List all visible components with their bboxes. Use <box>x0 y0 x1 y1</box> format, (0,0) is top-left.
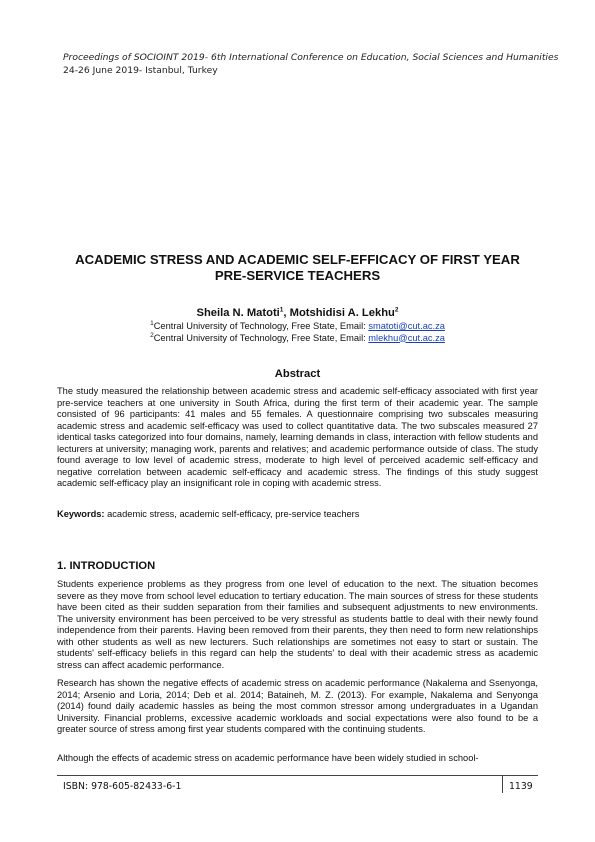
email-link-2[interactable]: mlekhu@cut.ac.za <box>368 332 445 343</box>
proceedings-title: Proceedings of SOCIOINT 2019- 6th International Conference on Education, Social Sciences and Humanities <box>63 52 559 63</box>
author-1: Sheila N. Matoti <box>196 307 280 319</box>
conference-dates-place: 24-26 June 2019- Istanbul, Turkey <box>63 65 218 76</box>
abstract-heading: Abstract <box>274 368 321 380</box>
intro-paragraph-2: Research has shown the negative effects of academic stress on academic performance (Nakalema and Ssenyonga, 2014; Arsenio and Loria, 2014; Deb et al. 2014; Bataineh, M. Z. (2013). For example, Nakalema and Senyonga (2014) found daily academic hassles as being the most common stressor among undergraduates in a Ugandan University. Financial problems, excessive academic workloads and social expectations were also found to be a greater source of stress among first year students compared with the continuing students. <box>57 678 538 734</box>
keywords <box>57 509 538 521</box>
email-link-1[interactable]: smatoti@cut.ac.za <box>368 321 445 331</box>
section-heading-introduction: 1. INTRODUCTION <box>57 560 156 572</box>
affiliation-2-sup: 2 <box>150 331 154 339</box>
author-1-sup: 1 <box>279 306 284 314</box>
author-2-sup: 2 <box>394 306 399 314</box>
footer-rule <box>57 775 538 776</box>
title-line-1: ACADEMIC STRESS AND ACADEMIC SELF-EFFICACY OF FIRST YEAR <box>75 252 520 267</box>
affiliation-1 <box>50 321 545 333</box>
paper-title <box>50 252 545 284</box>
affiliation-1-text: Central University of Technology, Free State, Email: <box>153 321 369 331</box>
author-list <box>50 306 545 320</box>
affiliation-2 <box>50 333 545 345</box>
author-2: Motshidisi A. Lekhu <box>289 307 395 319</box>
keywords-text: academic stress, academic self-efficacy, pre-service teachers <box>104 509 360 519</box>
page-number: 1139 <box>509 781 533 792</box>
keywords-label: Keywords: <box>57 509 105 519</box>
footer-isbn: ISBN: 978-605-82433-6-1 <box>63 781 182 792</box>
affiliations <box>50 321 545 344</box>
affiliation-2-text: Central University of Technology, Free State, Email: <box>153 332 369 343</box>
intro-paragraph-1: Students experience problems as they progress from one level of education to the next. The situation becomes severe as they move from school level education to tertiary education. The main sources of stress for these students have been cited as their sudden separation from their families and subsequent adjustments to new environments. The university environment has been perceived to be very stressful as students battle to deal with their newly found independence from their parents. Having been removed from their parents, they then need to form new relationships with other students as well as new lecturers. Such relationships are sometimes not easy to start or sustain. The students' self-efficacy beliefs in this regard can help the students' to deal with their academic stress as academic stress can affect academic performance. <box>57 579 538 670</box>
running-header <box>63 51 558 77</box>
abstract-text: The study measured the relationship between academic stress and academic self-efficacy associated with first year pre-service teachers at one university in South Africa, during the first term of their academic year. The sample consisted of 96 participants: 41 males and 55 females. A questionnaire comprising two subscales measuring academic stress and academic self-efficacy was used to collect quantitative data. The two subscales measured 27 identical tasks categorized into four domains, namely, learning demands in class, interaction with fellow students and lecturers at university; managing work, parents and relatives; and academic performance outside of class. The study found average to low level of academic stress, moderate to high level of perceived academic self-efficacy and negative correlation between academic self-efficacy and academic stress. The findings of this study suggest academic self-efficacy play an insignificant role in coping with academic stress. <box>57 386 538 488</box>
affiliation-1-sup: 1 <box>150 319 154 327</box>
title-line-2: PRE-SERVICE TEACHERS <box>214 268 381 283</box>
footer-divider <box>502 775 503 793</box>
intro-paragraph-3: Although the effects of academic stress on academic performance have been widely studied in school- <box>57 753 479 763</box>
author-separator: , <box>283 307 290 319</box>
